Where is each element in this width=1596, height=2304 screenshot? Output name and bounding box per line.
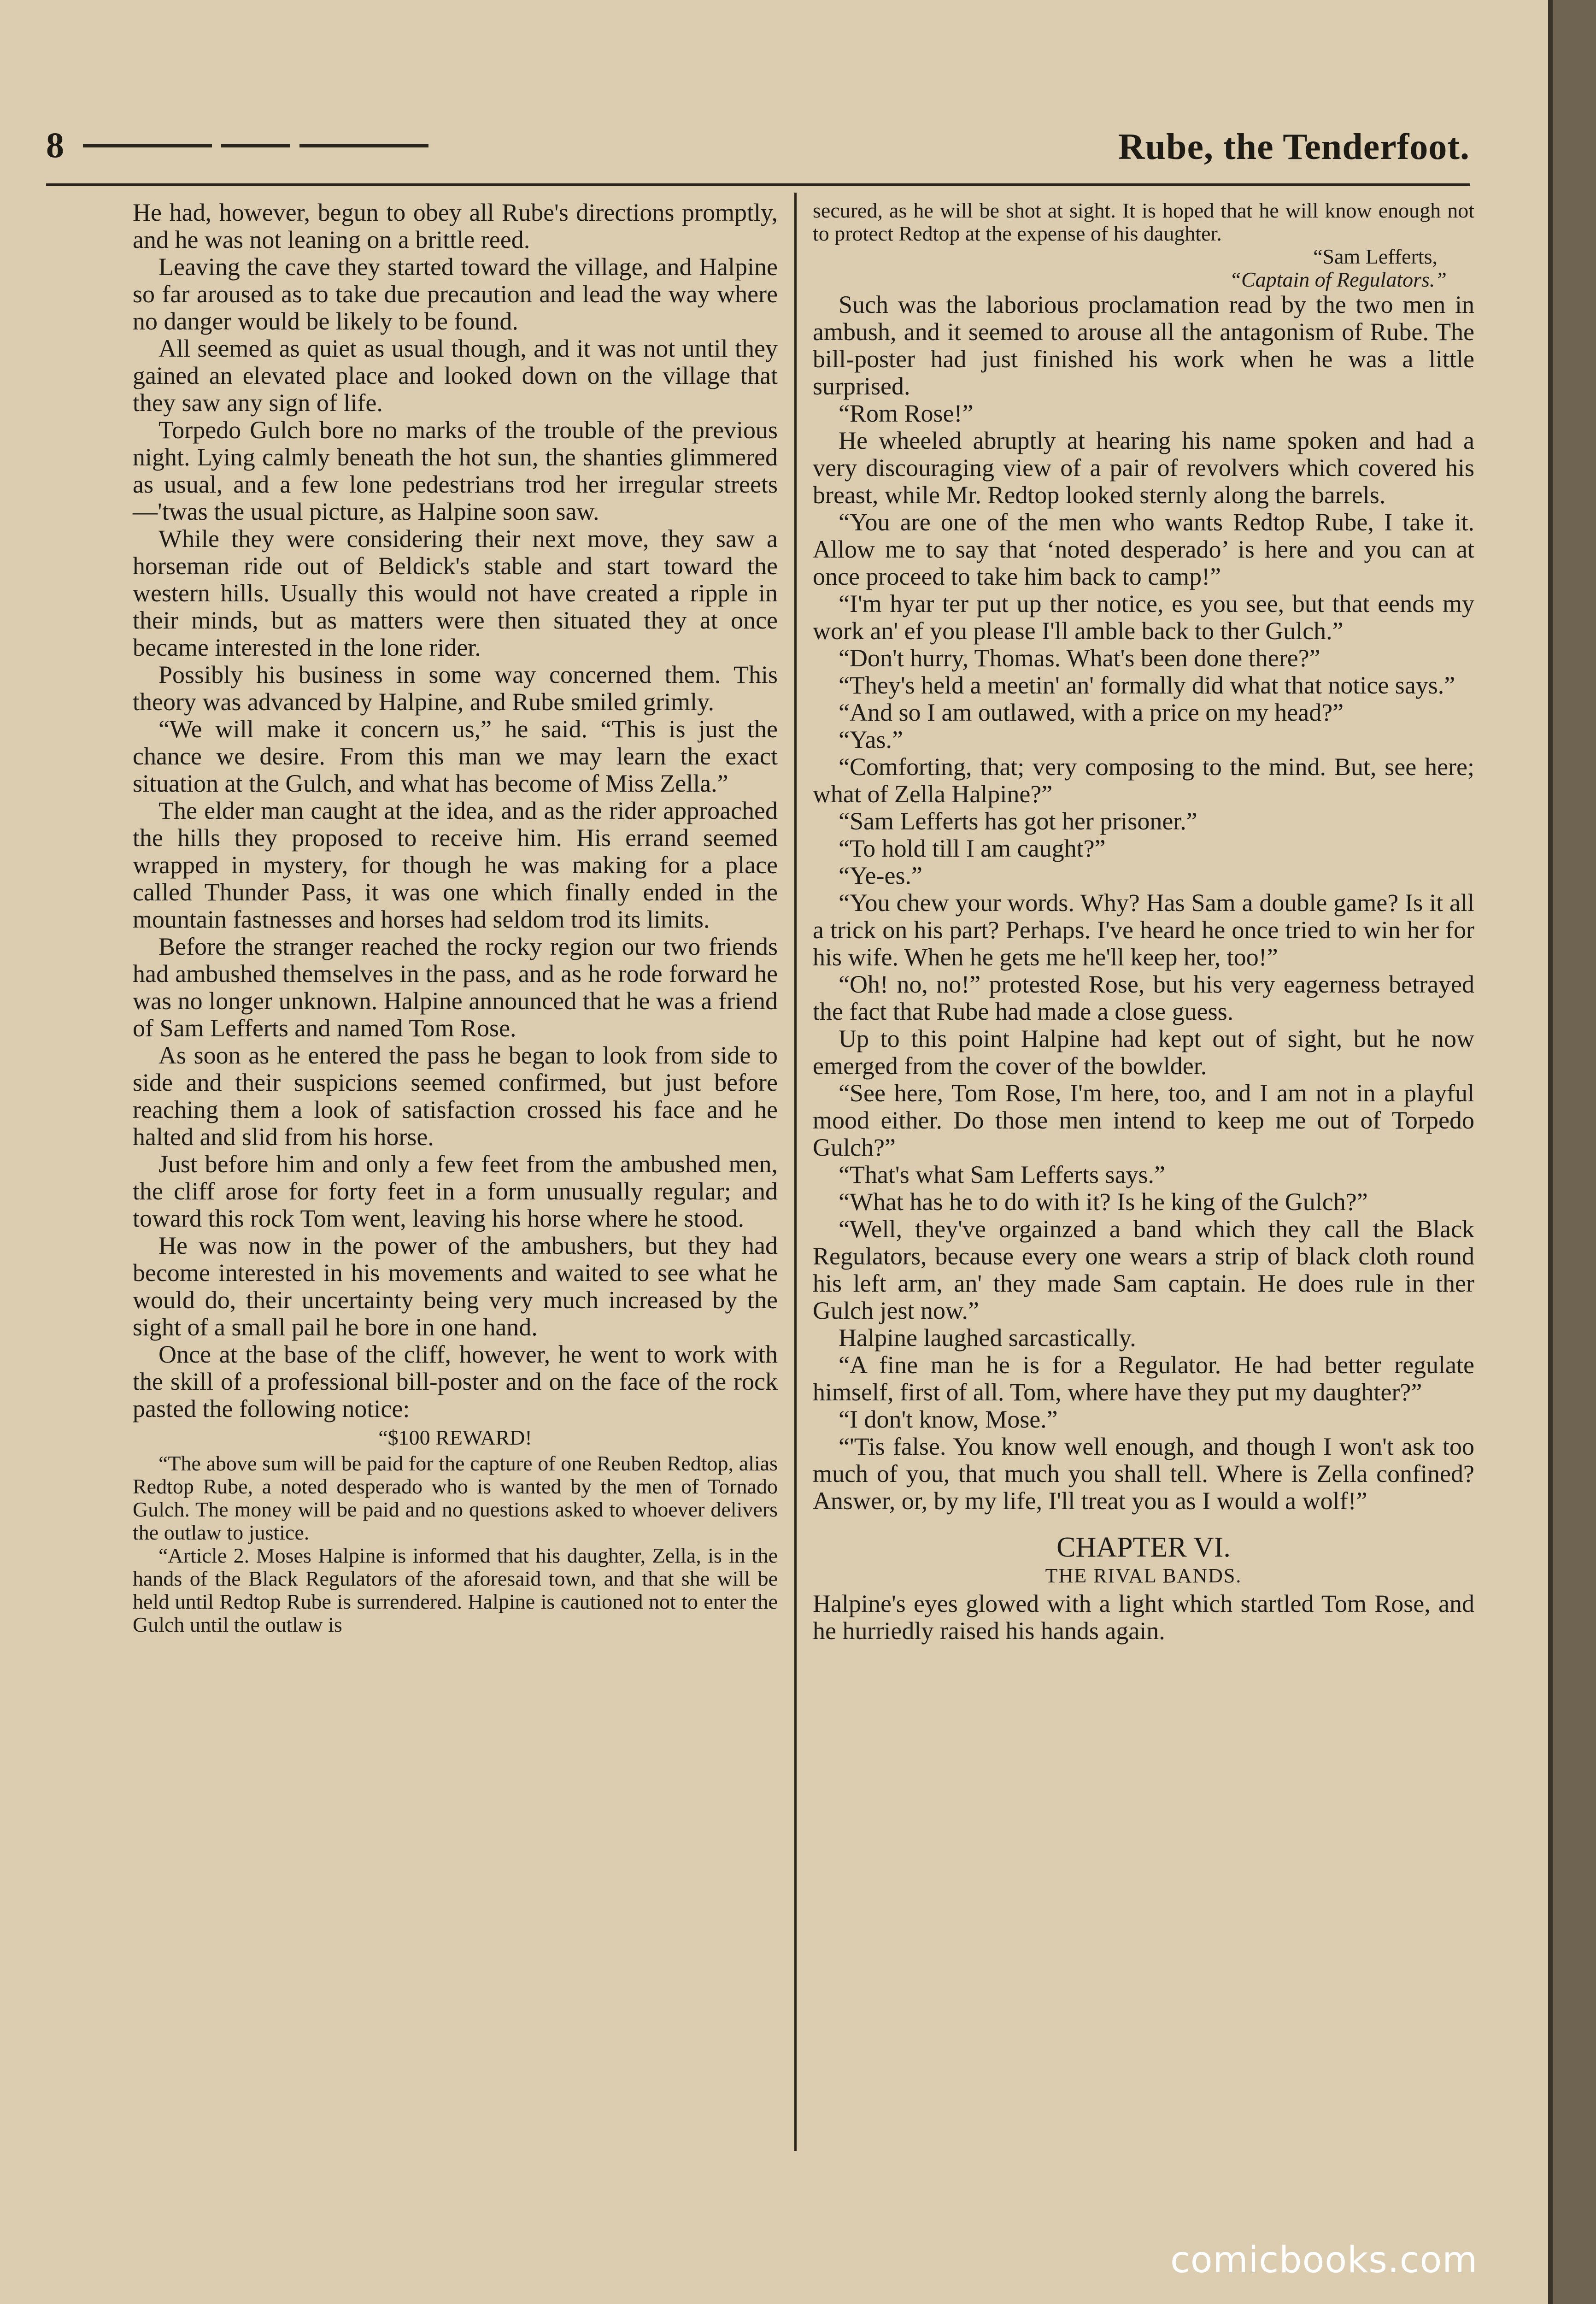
column-divider — [794, 193, 797, 2151]
paragraph: Once at the base of the cliff, however, he went to work with the skill of a professional bill-poster and on the face of the rock pasted the following notice: — [133, 1340, 778, 1422]
paragraph: “Rom Rose!” — [839, 400, 974, 427]
watermark: comicbooks.com — [1170, 2239, 1478, 2281]
paragraph: “And so I am outlawed, with a price on my head?” — [839, 699, 1344, 726]
paragraph: “Yas.” — [839, 726, 904, 753]
paragraph: “That's what Sam Lefferts says.” — [839, 1161, 1166, 1188]
notice-signature-title: “Captain of Regulators.” — [1229, 268, 1447, 291]
chapter-subtitle: THE RIVAL BANDS. — [1045, 1564, 1242, 1587]
paragraph: Halpine's eyes glowed with a light which startled Tom Rose, and he hurriedly raised his hands again. — [813, 1590, 1474, 1645]
notice-paragraph: secured, as he will be shot at sight. It is hoped that he will know enough not to protect Redtop at the expense of his daughter. — [813, 199, 1474, 245]
paragraph: “Well, they've orgainzed a band which they call the Black Regulators, because every one wears a strip of black cloth round his left arm, an' they made Sam captain. He does rule in ther Gulch jest now.” — [813, 1215, 1474, 1324]
paragraph: Before the stranger reached the rocky region our two friends had ambushed themselves in the pass, and as he rode forward he was no longer unknown. Halpine announced that he was a friend of Sam Lefferts and named Tom Rose. — [133, 933, 778, 1042]
paragraph: “Sam Lefferts has got her prisoner.” — [839, 807, 1197, 835]
chapter-heading: CHAPTER VI. — [1056, 1532, 1231, 1563]
paragraph: “You are one of the men who wants Redtop Rube, I take it. Allow me to say that ‘noted desperado’ is here and you can at once proceed to take him back to camp!” — [813, 508, 1474, 590]
left-column — [133, 199, 778, 1636]
paragraph: Leaving the cave they started toward the village, and Halpine so far aroused as to take due precaution and lead the way where no danger would be likely to be found. — [133, 253, 778, 335]
page-header — [46, 120, 1470, 175]
header-ornament — [221, 144, 290, 147]
paragraph: He had, however, begun to obey all Rube's directions promptly, and he was not leaning on a brittle reed. — [133, 199, 778, 253]
paragraph: “A fine man he is for a Regulator. He had better regulate himself, first of all. Tom, where have they put my daughter?” — [813, 1351, 1474, 1406]
right-column — [813, 199, 1474, 1645]
paragraph: He was now in the power of the ambushers, but they had become interested in his movements and waited to see what he would do, their uncertainty being very much increased by the sight of a small pail he bore in one hand. — [133, 1232, 778, 1341]
paragraph: He wheeled abruptly at hearing his name spoken and had a very discouraging view of a pair of revolvers which covered his breast, while Mr. Redtop looked sternly along the barrels. — [813, 427, 1474, 509]
notice-title: “$100 REWARD! — [378, 1426, 532, 1449]
paragraph: Up to this point Halpine had kept out of sight, but he now emerged from the cover of the bowlder. — [813, 1025, 1474, 1080]
notice-paragraph: “The above sum will be paid for the capture of one Reuben Redtop, alias Redtop Rube, a noted desperado who is wanted by the men of Tornado Gulch. The money will be paid and no questions asked to whoever delivers the outlaw to justice. — [133, 1452, 778, 1544]
header-ornament — [299, 144, 428, 147]
paragraph: “We will make it concern us,” he said. “This is just the chance we desire. From this man we may learn the exact situation at the Gulch, and what has become of Miss Zella.” — [133, 715, 778, 797]
paragraph: “You chew your words. Why? Has Sam a double game? Is it all a trick on his part? Perhaps. I've heard he once tried to win her for his wife. When he gets me he'll keep her, too!” — [813, 889, 1474, 971]
paragraph: The elder man caught at the idea, and as the rider approached the hills they proposed to receive him. His errand seemed wrapped in mystery, for though he was making for a place called Thunder Pass, it was one which finally ended in the mountain fastnesses and horses had seldom trod its limits. — [133, 797, 778, 933]
paragraph: “Oh! no, no!” protested Rose, but his very eagerness betrayed the fact that Rube had made a close guess. — [813, 970, 1474, 1025]
reward-notice-continued — [813, 199, 1474, 291]
paragraph: All seemed as quiet as usual though, and it was not until they gained an elevated place and looked down on the village that they saw any sign of life. — [133, 335, 778, 417]
paragraph: “See here, Tom Rose, I'm here, too, and I am not in a playful mood either. Do those men intend to keep me out of Torpedo Gulch?” — [813, 1079, 1474, 1161]
paragraph: Halpine laughed sarcastically. — [839, 1324, 1136, 1352]
page-number: 8 — [46, 125, 64, 165]
notice-signature: “Sam Lefferts, — [1313, 245, 1438, 268]
paragraph: As soon as he entered the pass he began to look from side to side and their suspicions seemed confirmed, but just before reaching them a look of satisfaction crossed his face and he halted and slid from his horse. — [133, 1041, 778, 1151]
paragraph: “What has he to do with it? Is he king of the Gulch?” — [839, 1188, 1368, 1216]
paragraph: Possibly his business in some way concerned them. This theory was advanced by Halpine, and Rube smiled grimly. — [133, 661, 778, 716]
paragraph: Such was the laborious proclamation read by the two men in ambush, and it seemed to arouse all the antagonism of Rube. The bill-poster had just finished his work when he was a little surprised. — [813, 291, 1474, 400]
header-rule — [46, 183, 1470, 186]
running-title: Rube, the Tenderfoot. — [1118, 127, 1470, 167]
notice-paragraph: “Article 2. Moses Halpine is informed that his daughter, Zella, is in the hands of the Black Regulators of the aforesaid town, and that she will be held until Redtop Rube is surrendered. Halpine is cautioned not to enter the Gulch until the outlaw is — [133, 1544, 778, 1636]
paragraph: Torpedo Gulch bore no marks of the trouble of the previous night. Lying calmly beneath the hot sun, the shanties glimmered as usual, and a few lone pedestrians trod her irregular streets—'twas the usual picture, as Halpine soon saw. — [133, 416, 778, 525]
paragraph: While they were considering their next move, they saw a horseman ride out of Beldick's stable and start toward the western hills. Usually this would not have created a ripple in their minds, but as matters were then situated they at once became interested in the lone rider. — [133, 525, 778, 661]
header-ornament — [83, 144, 212, 147]
paragraph: Just before him and only a few feet from the ambushed men, the cliff arose for forty feet in a form unusually regular; and toward this rock Tom went, leaving his horse where he stood. — [133, 1150, 778, 1232]
paragraph: “Ye-es.” — [839, 862, 922, 889]
next-page-edge — [1548, 0, 1596, 2304]
paragraph: “I'm hyar ter put up ther notice, es you see, but that eends my work an' ef you please I'll amble back to ther Gulch.” — [813, 590, 1474, 645]
paragraph: “They's held a meetin' an' formally did what that notice says.” — [839, 671, 1455, 699]
paragraph: “Comforting, that; very composing to the mind. But, see here; what of Zella Halpine?” — [813, 753, 1474, 808]
paragraph: “Don't hurry, Thomas. What's been done there?” — [839, 644, 1320, 672]
paragraph: “To hold till I am caught?” — [839, 835, 1106, 862]
paragraph: “'Tis false. You know well enough, and though I won't ask too much of you, that much you shall tell. Where is Zella confined? Answer, or, by my life, I'll treat you as I would a wolf!” — [813, 1433, 1474, 1515]
reward-notice — [133, 1426, 778, 1636]
paragraph: “I don't know, Mose.” — [839, 1405, 1058, 1433]
